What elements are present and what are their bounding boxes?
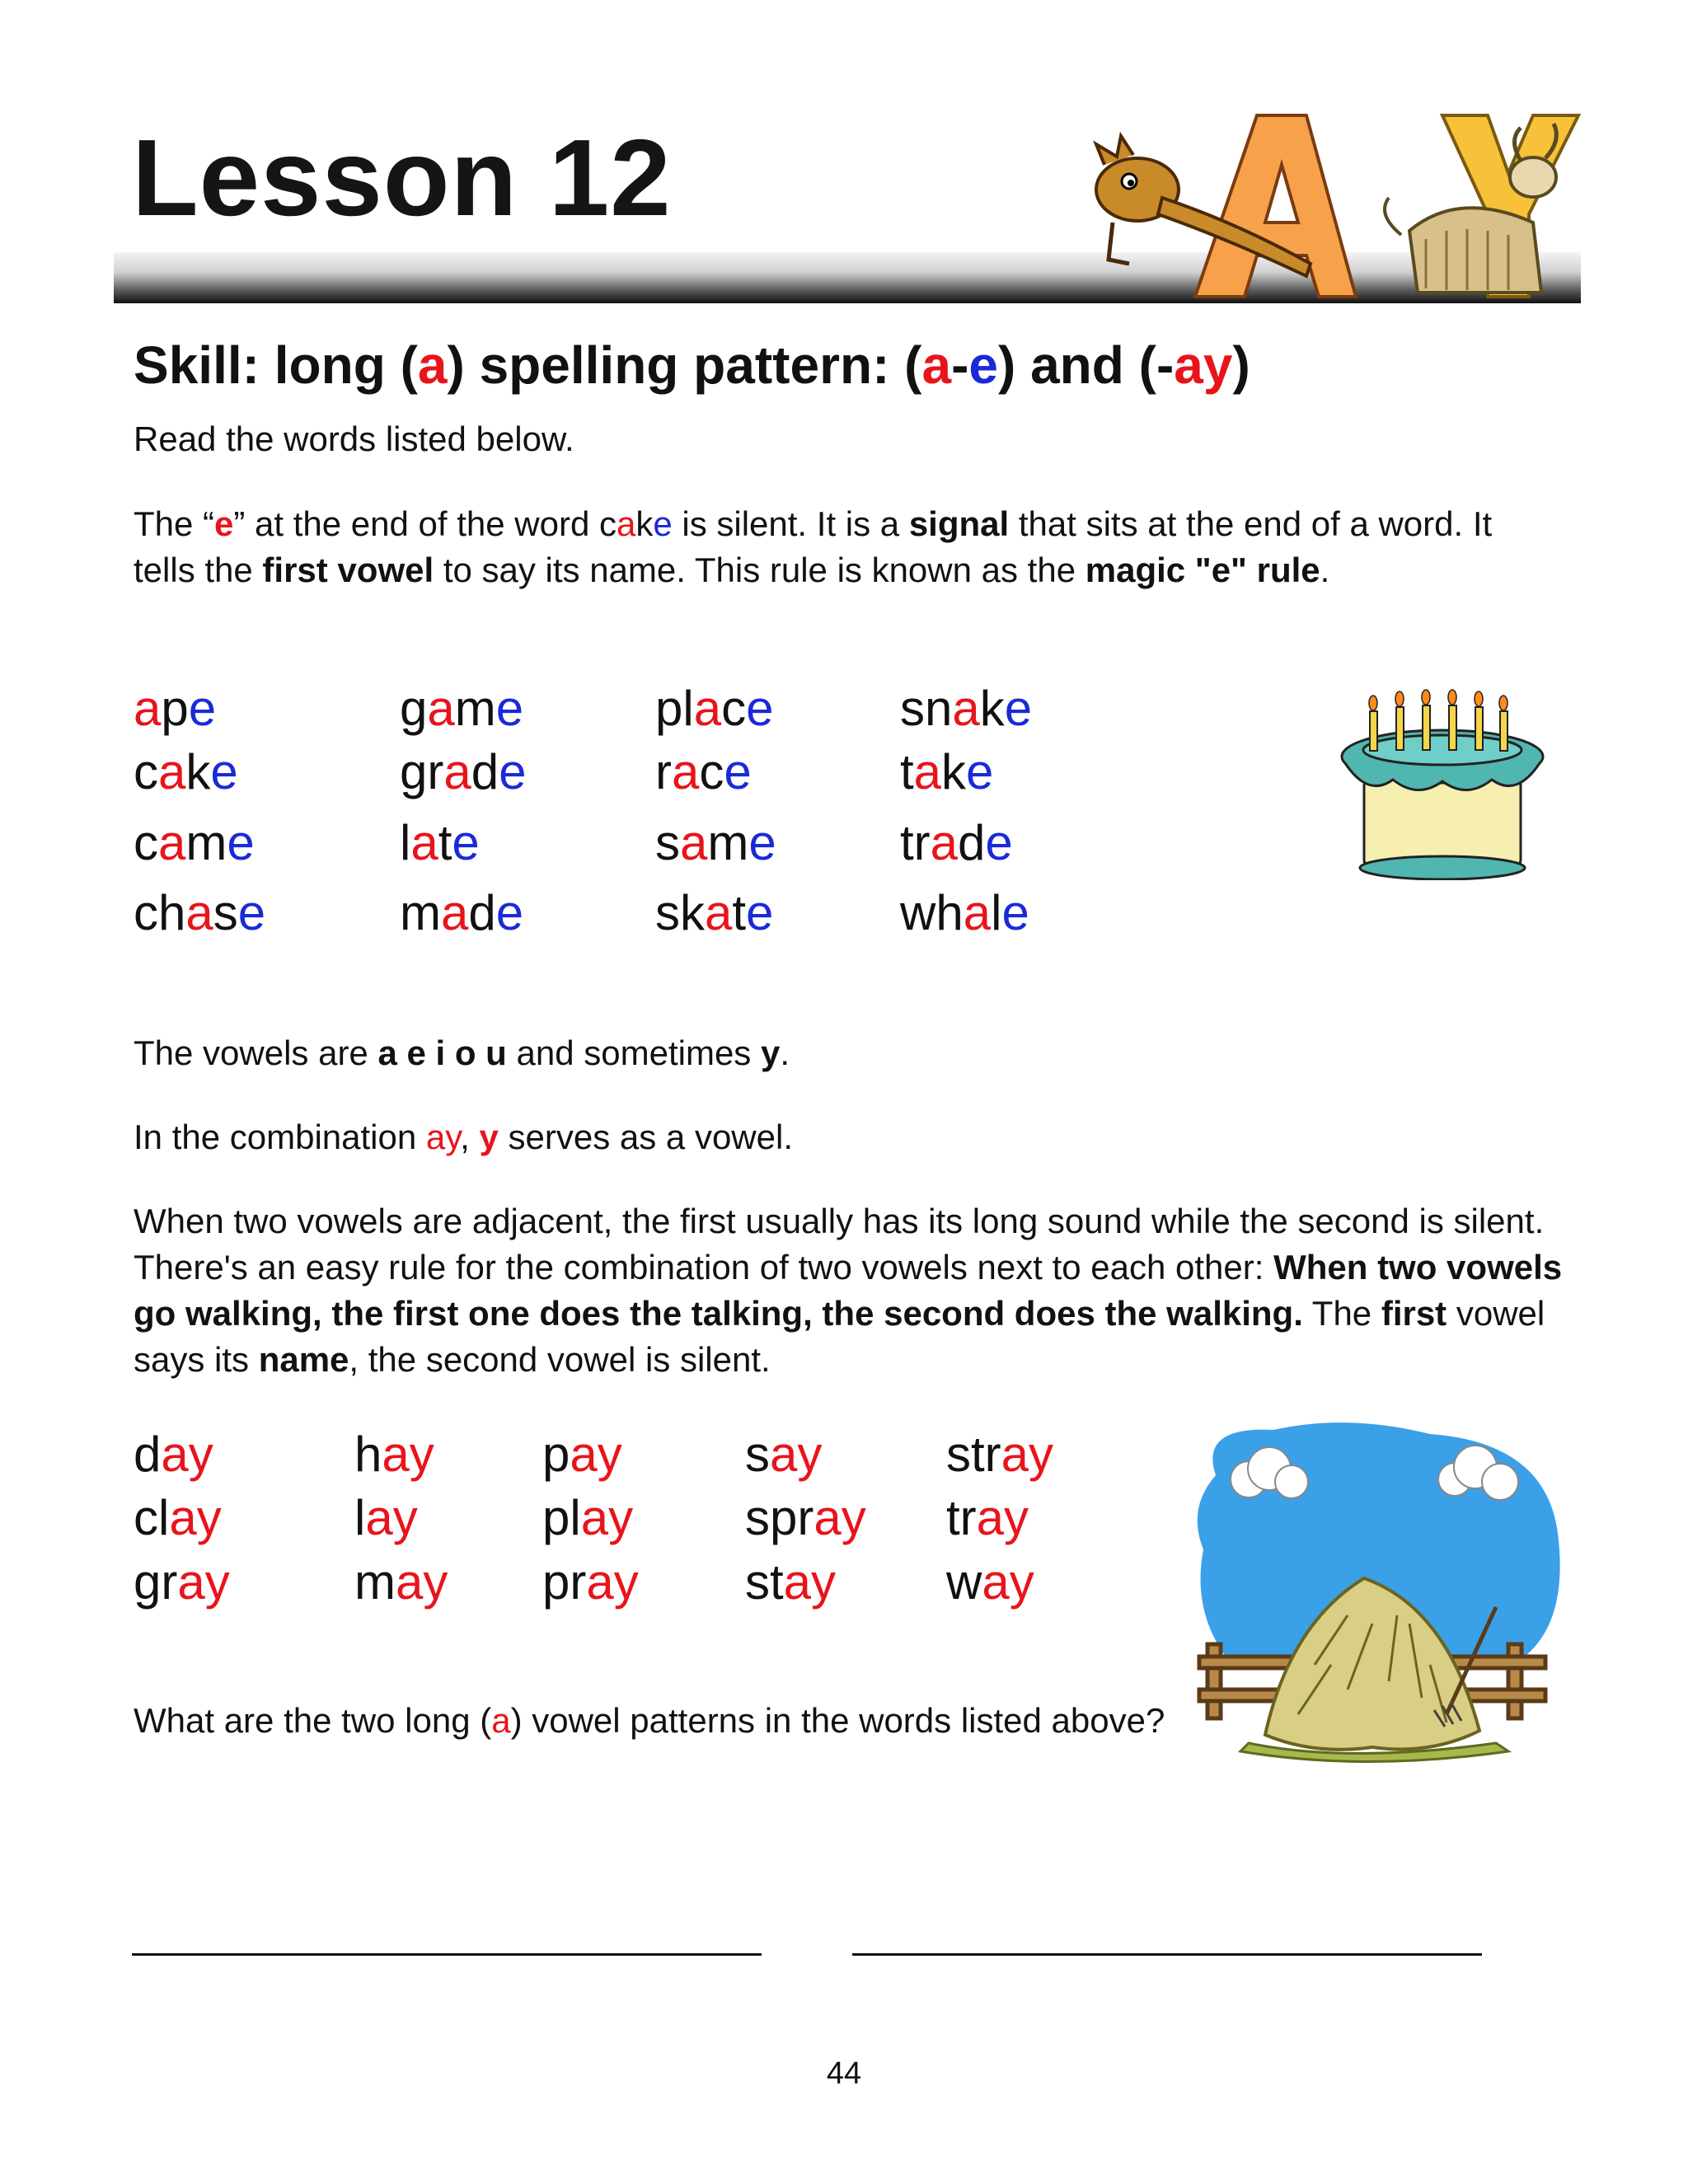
cake-k: k <box>635 504 654 543</box>
word-place: place <box>655 681 774 736</box>
walking-text-4: , the second vowel is silent. <box>349 1340 771 1379</box>
answer-line-2[interactable] <box>852 1953 1482 1956</box>
vowels-sentence <box>134 1030 1568 1076</box>
magic-text-2: ” at the end of the word c <box>233 504 617 543</box>
combination-comma: , <box>460 1118 480 1156</box>
haystack-icon <box>1183 1418 1566 1764</box>
word-way: way <box>946 1554 1034 1610</box>
word-tray: tray <box>946 1490 1029 1545</box>
magic-text-4: that sits at the end of a word. It tells the <box>134 504 1493 589</box>
word-stray: stray <box>946 1427 1054 1482</box>
walking-text-3: vowel says its <box>134 1294 1545 1379</box>
vowels-text-1: The vowels are <box>134 1033 378 1072</box>
magic-text-6: . <box>1320 551 1330 589</box>
word-pray: pray <box>542 1554 639 1610</box>
magic-text-3: is silent. It is a <box>672 504 909 543</box>
word-day: day <box>134 1427 213 1482</box>
word-same: same <box>655 815 776 870</box>
birthday-cake-icon <box>1335 682 1550 880</box>
pattern-dash: - <box>951 335 969 395</box>
word-made: made <box>400 885 524 940</box>
pattern-a: a <box>921 335 952 395</box>
answer-line-1[interactable] <box>132 1953 762 1956</box>
question-text <box>134 1698 1205 1744</box>
question-text-1: What are the two long ( <box>134 1701 492 1740</box>
word-chase: chase <box>134 885 266 940</box>
word-hay: hay <box>354 1427 434 1482</box>
combination-y: y <box>479 1118 499 1156</box>
word-late: late <box>400 815 480 870</box>
name-word: name <box>258 1340 349 1379</box>
letter-a-icon <box>1195 115 1356 297</box>
vowels-text-3: . <box>780 1033 790 1072</box>
skill-close: ) <box>1232 335 1250 395</box>
skill-heading <box>134 334 1250 397</box>
walking-text-1: When two vowels are adjacent, the first usually has its long sound while the second is silent. There's an easy rule for the combination of two vowels next to each other: <box>134 1202 1545 1286</box>
question-text-2: ) vowel patterns in the words listed above? <box>510 1701 1165 1740</box>
magic-e-rule: magic "e" rule <box>1085 551 1320 589</box>
combination-sentence <box>134 1114 1568 1160</box>
walking-text-2: The <box>1302 1294 1381 1333</box>
magic-e-paragraph <box>134 501 1502 593</box>
word-play: play <box>542 1490 634 1545</box>
long-a-letter: a <box>417 335 448 395</box>
word-spray: spray <box>745 1490 866 1545</box>
pattern-e: e <box>968 335 998 395</box>
pattern-ay: ay <box>1174 335 1233 395</box>
word-trade: trade <box>900 815 1013 870</box>
combination-text-2: serves as a vowel. <box>498 1118 793 1156</box>
cake-e: e <box>653 504 673 543</box>
vowels-walking-paragraph <box>134 1198 1568 1383</box>
word-skate: skate <box>655 885 774 940</box>
question-a: a <box>491 1701 511 1740</box>
page-number: 44 <box>826 2056 862 2091</box>
word-gray: gray <box>134 1554 230 1610</box>
combination-ay: ay <box>425 1118 461 1156</box>
magic-e-letter: e <box>214 504 234 543</box>
skill-mid: ) spelling pattern: ( <box>447 335 922 395</box>
magic-text-5: to say its name. This rule is known as the <box>434 551 1085 589</box>
word-lay: lay <box>354 1490 418 1545</box>
word-clay: clay <box>134 1490 222 1545</box>
combination-text-1: In the combination <box>134 1118 426 1156</box>
word-cake: cake <box>134 744 238 799</box>
word-stay: stay <box>745 1554 837 1610</box>
word-may: may <box>354 1554 448 1610</box>
vowels-text-2: and sometimes <box>506 1033 761 1072</box>
cake-a: a <box>617 504 636 543</box>
first-vowel-word: first vowel <box>262 551 434 589</box>
word-grade: grade <box>400 744 527 799</box>
word-pay: pay <box>542 1427 622 1482</box>
word-take: take <box>900 744 994 799</box>
letters-a-y-illustration <box>1071 99 1582 305</box>
signal-word: signal <box>908 504 1010 543</box>
word-came: came <box>134 815 255 870</box>
vowels-y: y <box>760 1033 781 1072</box>
word-race: race <box>655 744 752 799</box>
word-say: say <box>745 1427 823 1482</box>
word-whale: whale <box>900 885 1029 940</box>
word-ape: ape <box>134 681 217 736</box>
word-game: game <box>400 681 524 736</box>
lesson-title: Lesson 12 <box>132 117 672 238</box>
word-snake: snake <box>900 681 1033 736</box>
magic-text-1: The “ <box>134 504 215 543</box>
vowels-list: a e i o u <box>377 1033 507 1072</box>
intro-text: Read the words listed below. <box>134 419 574 458</box>
skill-and: ) and (- <box>997 335 1175 395</box>
first-word: first <box>1381 1294 1447 1333</box>
walking-rule: When two vowels go walking, the first one does the talking, the second does the walking. <box>134 1248 1563 1333</box>
skill-label: Skill: long ( <box>134 335 418 395</box>
